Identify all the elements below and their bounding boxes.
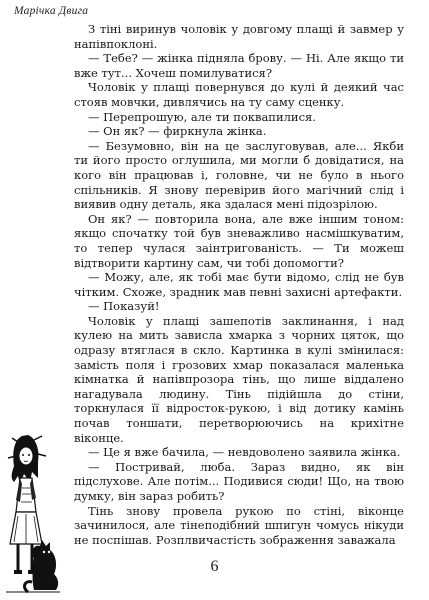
paragraph: Чоловік у плащі повернувся до кулі й деякий час стояв мовчки, дивлячись на ту саму сценку. (74, 80, 404, 109)
paragraph: — Постривай, люба. Зараз видно, як він підслухове. Але потім... Подивися сюди! Що, на твою думку, він зараз робить? (74, 459, 404, 503)
paragraph: — Це я вже бачила, — невдоволено заявила жінка. (88, 445, 401, 460)
page-number: 6 (210, 558, 219, 575)
paragraph: Тінь знову провела рукою по стіні, віконце зачинилося, але тінеподібний шпигун чомусь нікуди не поспішав. Розплвичастість зображення заважала (74, 503, 404, 547)
paragraph: З тіні виринув чоловік у довгому плащі й завмер у напівпоклоні. (74, 22, 404, 51)
paragraph: — Перепрошую, але ти поквапилися. (88, 109, 316, 124)
body-text (74, 22, 404, 547)
paragraph: — Безумовно, він на це заслуговував, але... Якби ти його просто оглушила, ми могли б довідатися, на кого він працював і, головне, чи не було в нього спільників. Я знову перевірив його магічний слід і виявив одну деталь, яка здалася мені підозрілою. (74, 138, 404, 212)
paragraph: — Тебе? — жінка підняла брову. — Ні. Але якщо ти вже тут... Хочеш помилуватися? (74, 51, 404, 80)
paragraph: — Показуй! (88, 299, 160, 314)
paragraph: Чоловік у плащі зашепотів заклинання, і над кулею на мить зависла хмарка з чорних цяток, що одразу втяглася в скло. Картинка в кулі змінилася: замість поля і грозових хмар показалася маленька кімнатка й напівпрозора тінь, що лише віддалено нагадувала людину. Тінь підійшла до стіни, торкнулася її відросток-рукою, і від дотику камінь почав тоншати, перетворюючись на крихітне віконце. (74, 313, 404, 445)
paragraph: Он як? — повторила вона, але вже іншим тоном: якщо спочатку той був зневажливо насмішкуватим, то тепер чулася заінтригованість. — Ти можеш відтворити картину сам, чи тобі допомогти? (74, 211, 404, 270)
paragraph: — Он як? — фиркнула жінка. (88, 124, 267, 139)
running-head: Марічка Двига (14, 5, 89, 17)
paragraph: — Можу, але, як тобі має бути відомо, слід не був чітким. Схоже, зрадник мав певні захисні артефакти. (74, 270, 404, 299)
